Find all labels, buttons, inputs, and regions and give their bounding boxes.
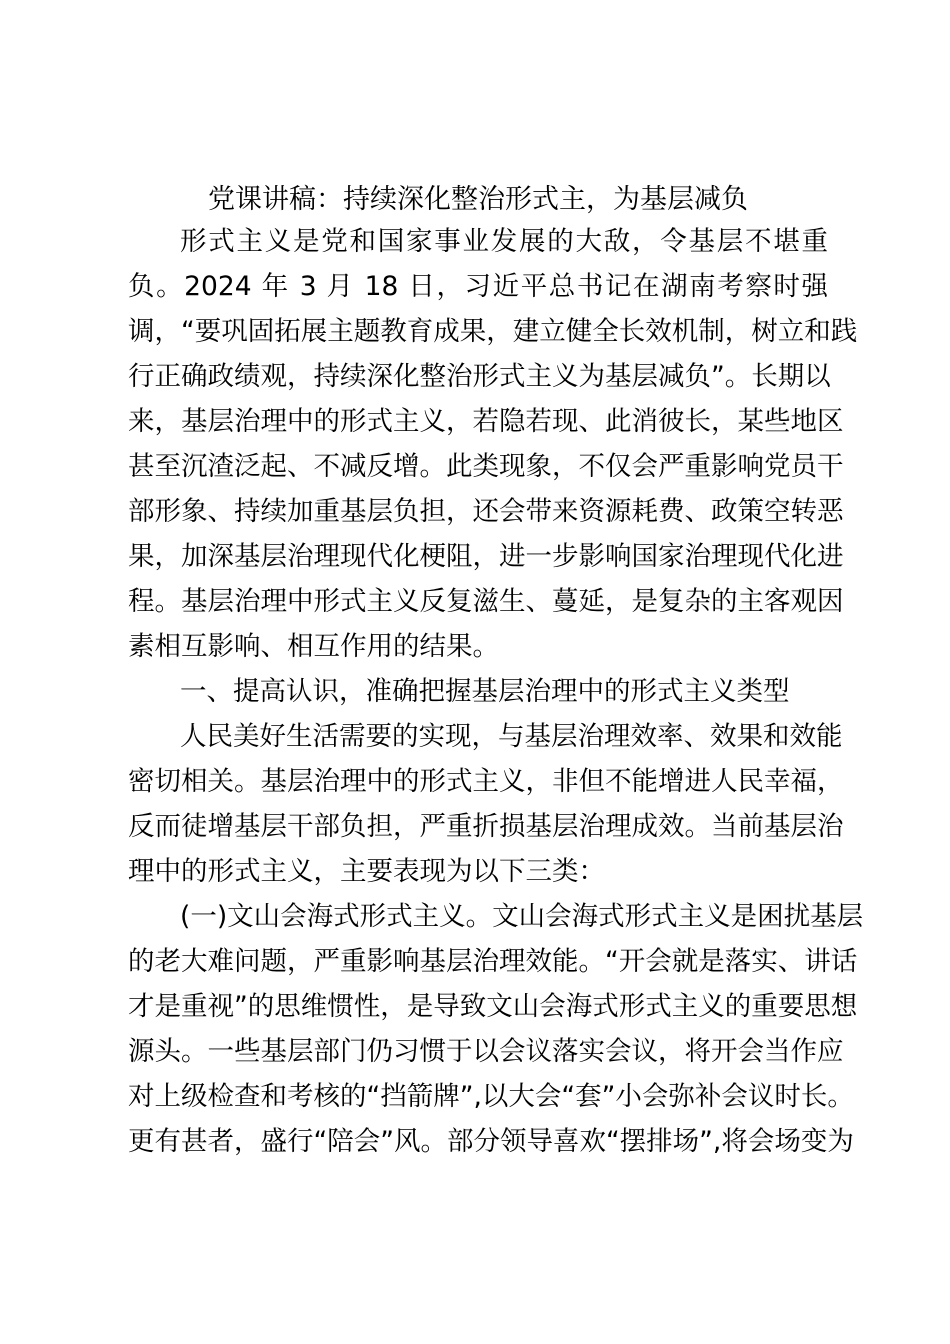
paragraph-line: 反而徒增基层干部负担，严重折损基层治理成效。当前基层治 xyxy=(128,811,844,842)
paragraph-line: 行正确政绩观，持续深化整治形式主义为基层减负”。长期以 xyxy=(128,361,831,392)
paragraph-line: 程。基层治理中形式主义反复滋生、蔓延，是复杂的主客观因 xyxy=(128,586,844,617)
document-title: 党课讲稿：持续深化整治形式主，为基层减负 xyxy=(208,184,748,215)
paragraph-line: 果，加深基层治理现代化梗阻，进一步影响国家治理现代化进 xyxy=(128,541,844,572)
paragraph-line: 的老大难问题，严重影响基层治理效能。“开会就是落实、讲话 xyxy=(128,946,858,977)
paragraph-line: 密切相关。基层治理中的形式主义，非但不能增进人民幸福， xyxy=(128,766,844,797)
paragraph-line: 来，基层治理中的形式主义，若隐若现、此消彼长，某些地区 xyxy=(128,406,844,437)
paragraph-line: 才是重视”的思维惯性，是导致文山会海式形式主义的重要思想 xyxy=(128,991,858,1022)
paragraph-line: 调，“要巩固拓展主题教育成果，建立健全长效机制，树立和践 xyxy=(128,316,858,347)
paragraph-line: 素相互影响、相互作用的结果。 xyxy=(128,631,499,662)
paragraph-line: (一)文山会海式形式主义。文山会海式形式主义是困扰基层 xyxy=(180,901,864,932)
paragraph-line: 甚至沉渣泛起、不减反增。此类现象，不仅会严重影响党员干 xyxy=(128,451,844,482)
paragraph-line: 负。2024 年 3 月 18 日，习近平总书记在湖南考察时强 xyxy=(128,271,828,302)
paragraph-line: 对上级检查和考核的“挡箭牌”,以大会“套”小会弥补会议时长。 xyxy=(128,1081,854,1112)
paragraph-line: 理中的形式主义，主要表现为以下三类： xyxy=(128,856,605,887)
paragraph-line: 形式主义是党和国家事业发展的大敌，令基层不堪重 xyxy=(180,226,828,257)
paragraph-line: 更有甚者，盛行“陪会”风。部分领导喜欢“摆排场”,将会场变为 xyxy=(128,1126,854,1157)
section-heading: 一、提高认识，准确把握基层治理中的形式主义类型 xyxy=(180,676,790,707)
paragraph-line: 部形象、持续加重基层负担，还会带来资源耗费、政策空转恶 xyxy=(128,496,844,527)
paragraph-line: 人民美好生活需要的实现，与基层治理效率、效果和效能 xyxy=(180,721,843,752)
paragraph-line: 源头。一些基层部门仍习惯于以会议落实会议，将开会当作应 xyxy=(128,1036,844,1067)
